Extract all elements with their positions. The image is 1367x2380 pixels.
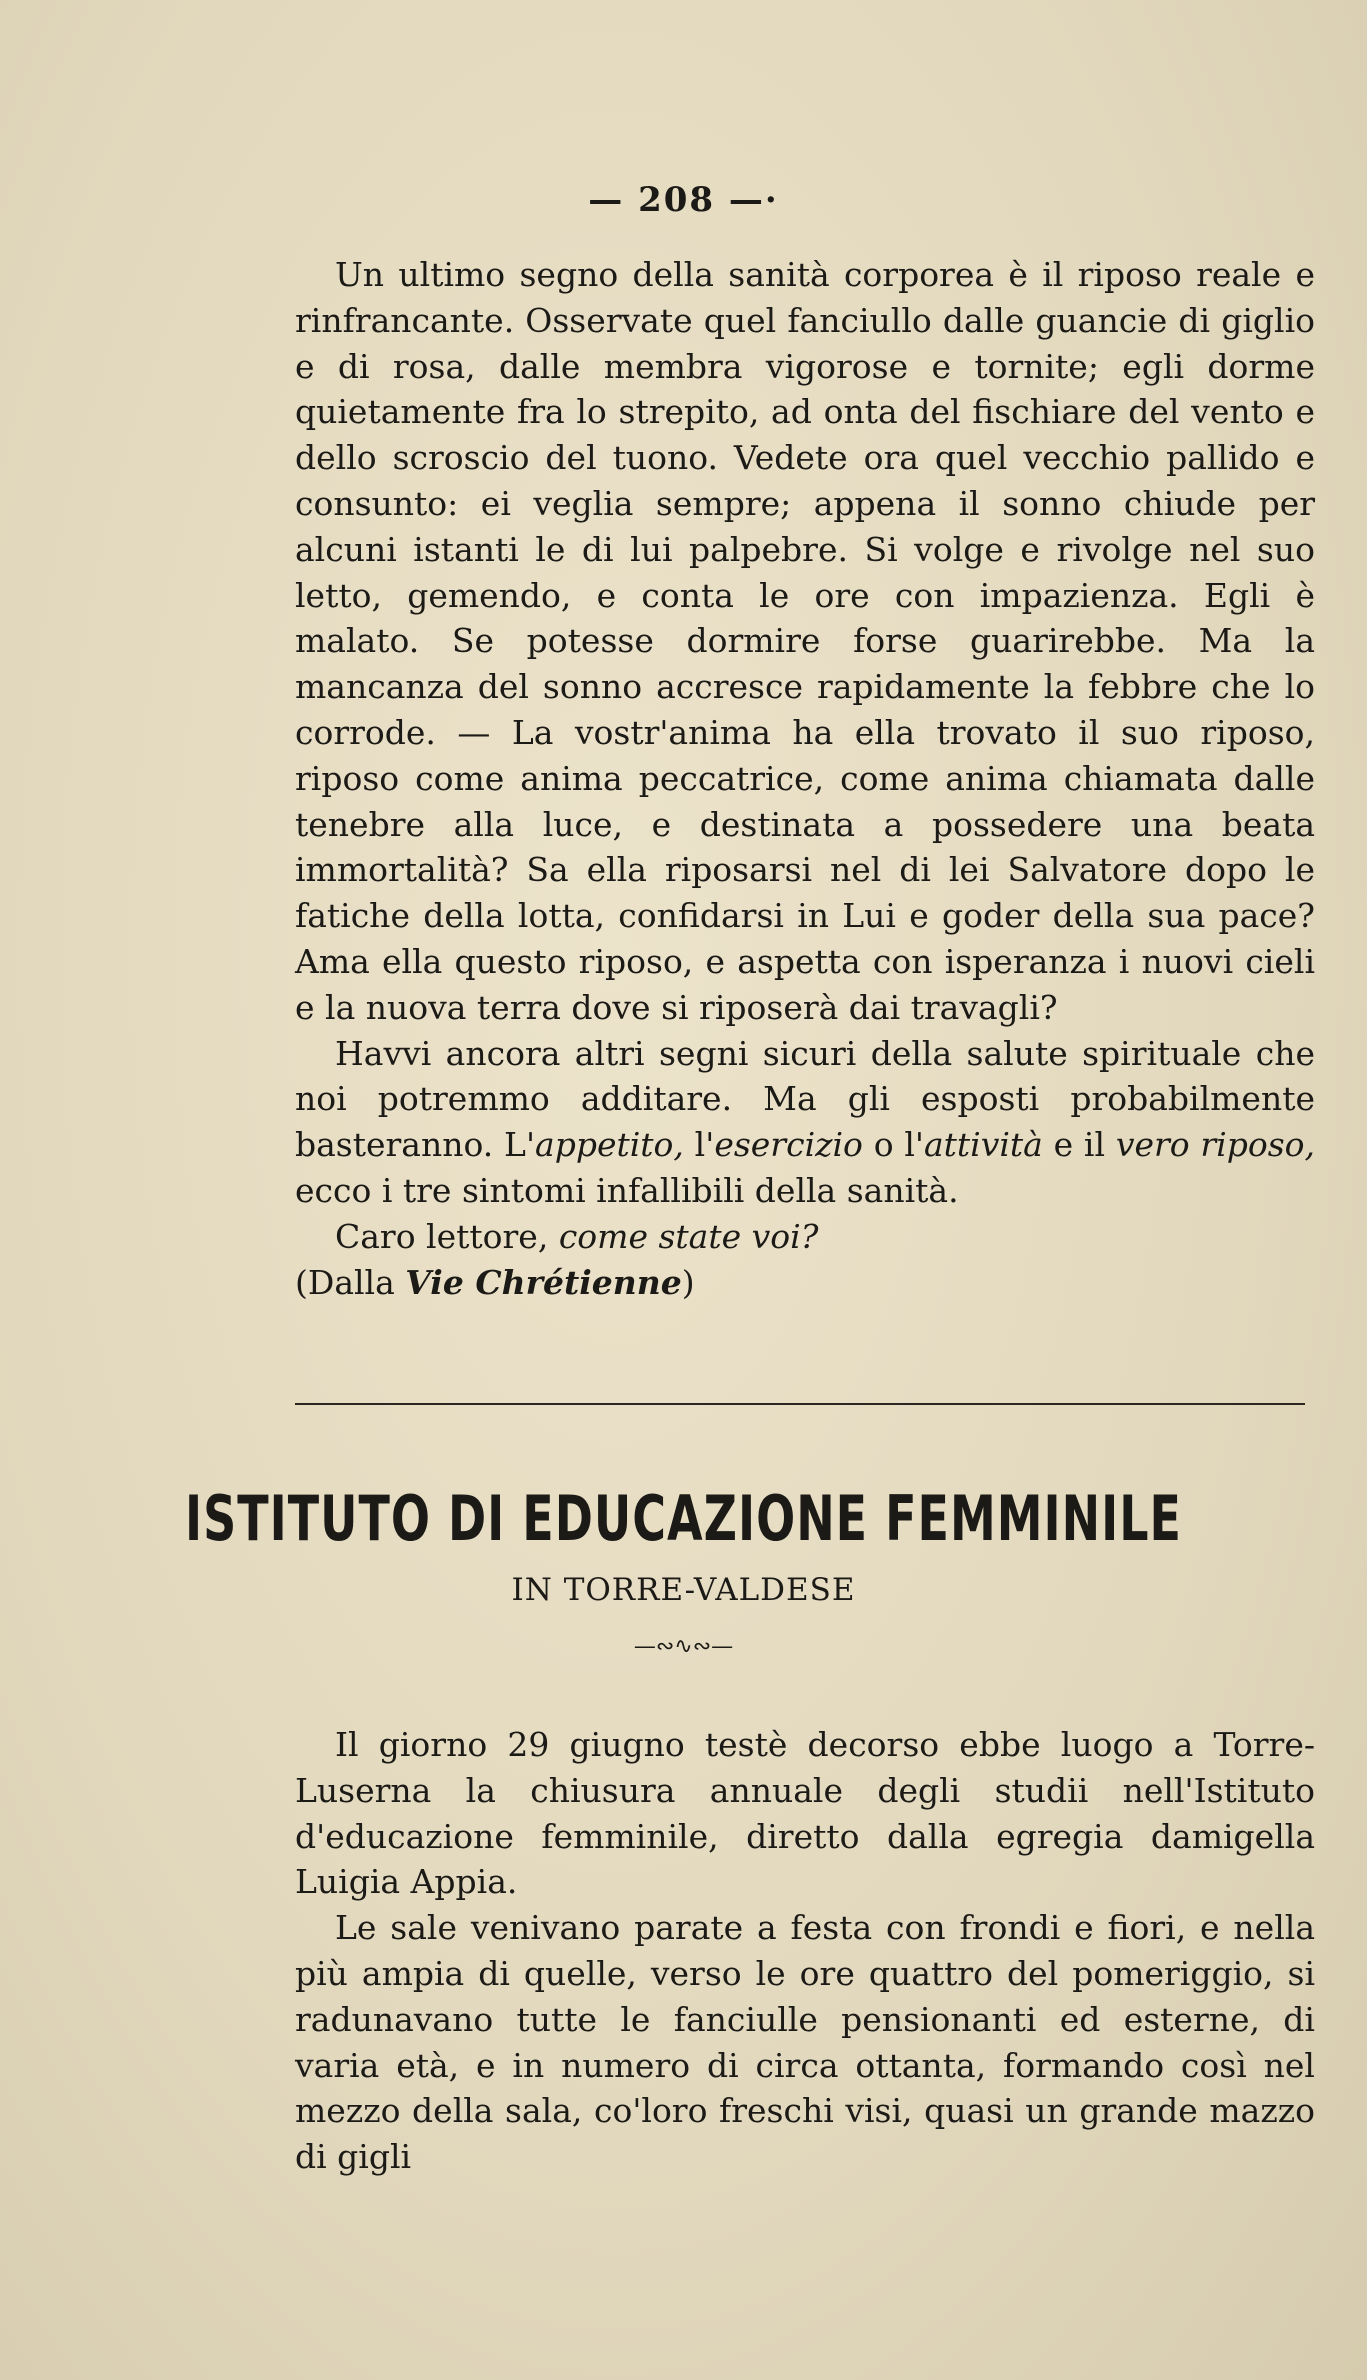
source-attribution: (Dalla Vie Chrétienne) xyxy=(295,1262,695,1302)
closing-question: Caro lettore, come state voi? xyxy=(335,1216,819,1256)
paragraph-intro: Il giorno 29 giugno testè decorso ebbe luogo a Torre-Luserna la chiusura annuale degli studii nell'Istituto d'educazione femminile, diretto dalla egregia damigella Luigia Appia. xyxy=(295,1725,1315,1902)
page-number: — 208 —· xyxy=(588,180,779,220)
paragraph-signs: Havvi ancora altri segni sicuri della salute spirituale che noi potremmo additare. Ma gli esposti probabilmente basteranno. L'appetito, l'esercizio o l'attività e il vero riposo, ecco i tre sintomi infallibili della sanità. xyxy=(295,1033,1316,1210)
paragraph-description: Le sale venivano parate a festa con frondi e fiori, e nella più ampia di quelle, verso le ore quattro del pomeriggio, si radunavano tutte le fanciulle pensionanti ed esterne, di varia età, e in numero di circa ottanta, formando così nel mezzo della sala, co'loro freschi visi, quasi un grande mazzo di gigli xyxy=(295,1908,1315,2177)
section-divider xyxy=(295,1403,1305,1405)
term-esercizio: esercizio xyxy=(714,1125,863,1165)
term-attivita: attività xyxy=(923,1125,1043,1165)
article-end-column xyxy=(295,252,1315,1305)
term-appetito: appetito, xyxy=(535,1125,684,1165)
section-subtitle: IN TORRE-VALDESE xyxy=(511,1572,856,1608)
paragraph-rest: Un ultimo segno della sanità corporea è il riposo reale e rinfrancante. Osservate quel fanciullo dalle guancie di giglio e di rosa, dalle membra vigorose e tornite; egli dorme quietamente fra lo strepito, ad onta del fischiare del vento e dello scroscio del tuono. Vedete ora quel vecchio pallido e consunto: ei veglia sempre; appena il sonno chiude per alcuni istanti le di lui palpebre. Si volge e rivolge nel suo letto, gemendo, e conta le ore con impazienza. Egli è malato. Se potesse dormire forse guarirebbe. Ma la mancanza del sonno accresce rapidamente la febbre che lo corrode. — La vostr'anima ha ella trovato il suo riposo, riposo come anima peccatrice, come anima chiamata dalle tenebre alla luce, e destinata a possedere una beata immortalità? Sa ella riposarsi nel di lei Salvatore dopo le fatiche della lotta, confidarsi in Lui e goder della sua pace? Ama ella questo riposo, e aspetta con isperanza i nuovi cieli e la nuova terra dove si riposerà dai travagli? xyxy=(295,255,1315,1027)
article-column xyxy=(295,1722,1315,2180)
section-title: ISTITUTO DI EDUCAZIONE FEMMINILE xyxy=(185,1482,1182,1555)
ornament-flourish: —∾∿∾— xyxy=(633,1634,734,1659)
term-vero-riposo: vero riposo, xyxy=(1115,1125,1316,1165)
